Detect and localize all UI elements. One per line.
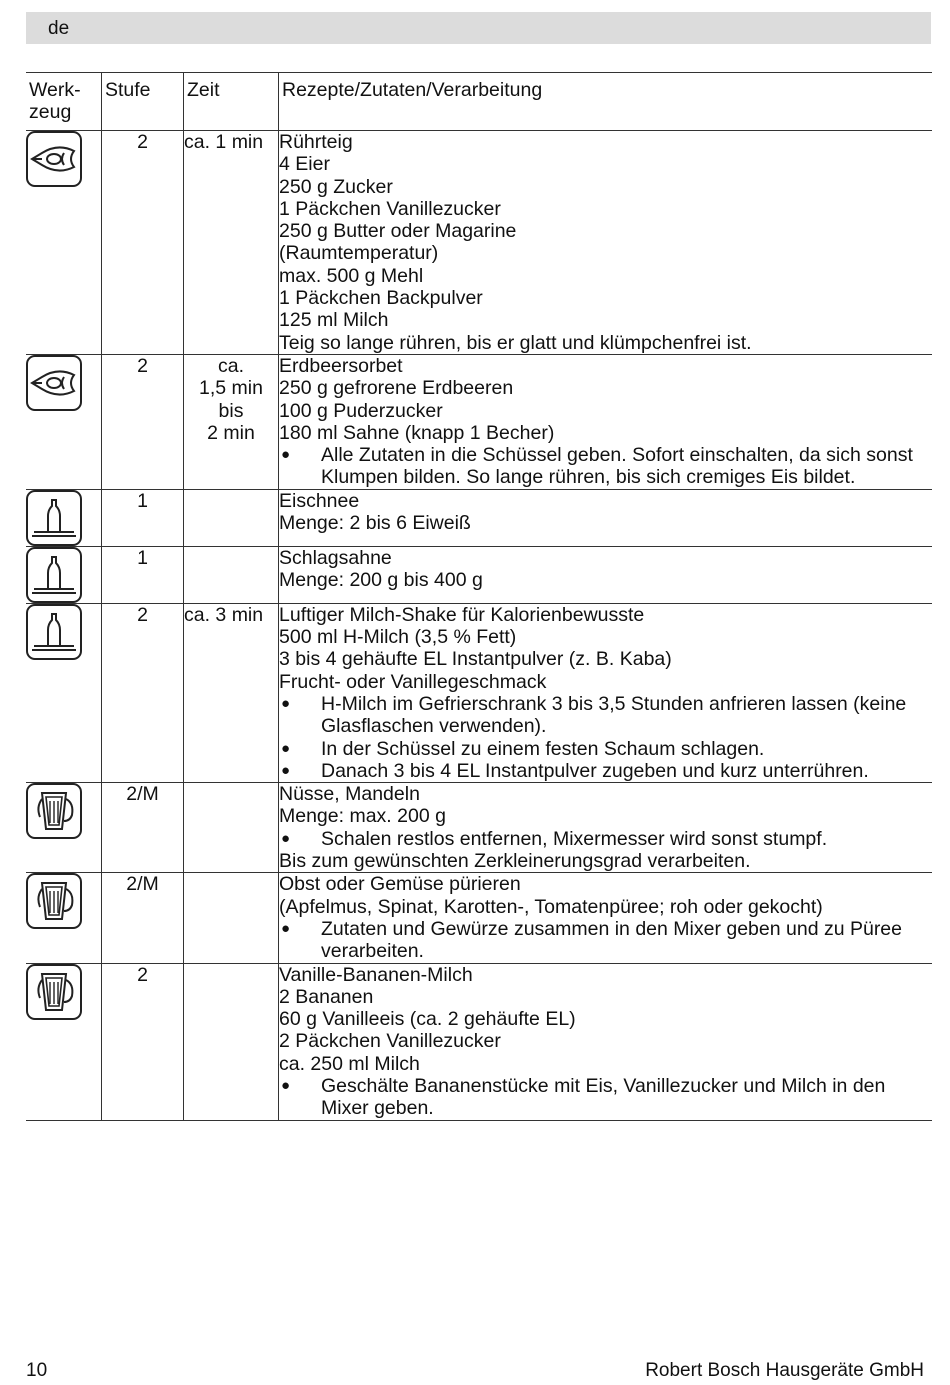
ingredient-line: 2 Bananen — [279, 985, 374, 1008]
header-zeit: Zeit — [184, 73, 279, 131]
recipe-title: Nüsse, Mandeln — [279, 783, 420, 806]
zeit-cell — [184, 963, 279, 1120]
tool-cell — [26, 783, 102, 873]
instruction-bullet: ● Schalen restlos entfernen, Mixermesser wird sonst stumpf. — [279, 828, 932, 850]
bottle-beater-icon — [26, 490, 82, 546]
table-row — [26, 783, 932, 873]
recipe-title: Vanille-Bananen-Milch — [279, 963, 473, 986]
zeit-cell — [184, 873, 279, 963]
zeit-cell — [184, 603, 279, 782]
ingredient-line: Menge: max. 200 g — [279, 805, 446, 828]
language-label: de — [48, 18, 70, 39]
ingredient-line: 250 g Zucker — [279, 175, 393, 198]
instruction-bullet: ● Geschälte Bananenstücke mit Eis, Vanillezucker und Milch in den Mixer geben. — [279, 1075, 932, 1120]
tool-cell — [26, 873, 102, 963]
header-tool — [26, 73, 102, 131]
bottle-beater-icon — [26, 547, 82, 603]
table-row — [26, 603, 932, 782]
recipe-cell — [279, 546, 933, 603]
ingredient-line: (Raumtemperatur) — [279, 242, 439, 265]
instruction-line: Bis zum gewünschten Zerkleinerungsgrad verarbeiten. — [279, 850, 751, 873]
zeit-cell — [184, 354, 279, 489]
table-row — [26, 546, 932, 603]
table-header-row — [26, 73, 932, 131]
ingredient-line: ca. 250 ml Milch — [279, 1052, 420, 1075]
stufe-cell: 2 — [102, 603, 184, 782]
blender-icon — [26, 783, 82, 839]
recipe-title: Obst oder Gemüse pürieren — [279, 873, 521, 896]
ingredient-line: (Apfelmus, Spinat, Karotten-, Tomatenpüree; roh oder gekocht) — [279, 895, 823, 918]
instruction-bullet: ● Zutaten und Gewürze zusammen in den Mixer geben und zu Püree verarbeiten. — [279, 918, 932, 963]
tool-cell — [26, 546, 102, 603]
stufe-cell: 1 — [102, 489, 184, 546]
recipe-cell — [279, 873, 933, 963]
instruction-bullet: ● Alle Zutaten in die Schüssel geben. Sofort einschalten, da sich sonst Klumpen bilden. So lange rühren, bis sich cremiges Eis bildet. — [279, 444, 932, 489]
bottle-beater-icon — [26, 604, 82, 660]
table-row — [26, 963, 932, 1120]
zeit-value: ca. 1 min — [184, 131, 264, 153]
table-row — [26, 489, 932, 546]
recipe-title: Rührteig — [279, 131, 353, 153]
header-stufe: Stufe — [102, 73, 184, 131]
header-rezepte: Rezepte/Zutaten/Verarbeitung — [279, 73, 933, 131]
ingredient-line: 1 Päckchen Backpulver — [279, 287, 483, 310]
company-name: Robert Bosch Hausgeräte GmbH — [645, 1360, 924, 1381]
zeit-cell — [184, 546, 279, 603]
tool-cell — [26, 489, 102, 546]
stufe-cell: 2/M — [102, 873, 184, 963]
recipe-cell — [279, 603, 933, 782]
stufe-cell: 2 — [102, 131, 184, 355]
recipe-cell — [279, 354, 933, 489]
blender-icon — [26, 873, 82, 929]
language-bar — [26, 12, 931, 44]
zeit-value: ca. 3 min — [184, 603, 264, 626]
ingredient-line: Menge: 2 bis 6 Eiweiß — [279, 512, 471, 535]
stufe-cell: 2 — [102, 354, 184, 489]
whisk-icon — [26, 355, 82, 411]
zeit-cell — [184, 489, 279, 546]
recipe-title: Luftiger Milch-Shake für Kalorienbewusste — [279, 603, 645, 626]
ingredient-line: Frucht- oder Vanillegeschmack — [279, 670, 547, 693]
blender-icon — [26, 964, 82, 1020]
table-row — [26, 873, 932, 963]
tool-cell — [26, 354, 102, 489]
ingredient-line: 4 Eier — [279, 153, 330, 176]
recipe-cell — [279, 783, 933, 873]
zeit-cell — [184, 131, 279, 355]
ingredient-line: 60 g Vanilleeis (ca. 2 gehäufte EL) — [279, 1008, 576, 1031]
ingredient-line: max. 500 g Mehl — [279, 264, 424, 287]
instruction-bullet: ● H-Milch im Gefrierschrank 3 bis 3,5 Stunden anfrieren lassen (keine Glasflaschen verwenden). — [279, 693, 932, 738]
recipe-title: Eischnee — [279, 489, 360, 512]
ingredient-line: 500 ml H-Milch (3,5 % Fett) — [279, 626, 517, 649]
ingredient-line: 250 g gefrorene Erdbeeren — [279, 377, 514, 400]
page-number: 10 — [26, 1360, 48, 1381]
recipe-cell — [279, 131, 933, 355]
recipe-table — [26, 72, 932, 1121]
tool-cell — [26, 131, 102, 355]
stufe-cell: 1 — [102, 546, 184, 603]
recipe-title: Erdbeersorbet — [279, 354, 403, 377]
table-row — [26, 354, 932, 489]
ingredient-line: Menge: 200 g bis 400 g — [279, 569, 483, 592]
ingredient-line: Teig so lange rühren, bis er glatt und klümpchenfrei ist. — [279, 331, 752, 354]
zeit-cell — [184, 783, 279, 873]
tool-cell — [26, 603, 102, 782]
ingredient-line: 3 bis 4 gehäufte EL Instantpulver (z. B. Kaba) — [279, 648, 672, 671]
ingredient-line: 125 ml Milch — [279, 309, 389, 332]
stufe-cell: 2/M — [102, 783, 184, 873]
instruction-bullet: ● Danach 3 bis 4 EL Instantpulver zugeben und kurz unterrühren. — [279, 760, 932, 782]
ingredient-line: 1 Päckchen Vanillezucker — [279, 197, 501, 220]
header-tool-label: Werk- zeug — [29, 79, 81, 124]
ingredient-line: 250 g Butter oder Magarine — [279, 220, 517, 243]
table-row — [26, 131, 932, 355]
ingredient-line: 2 Päckchen Vanillezucker — [279, 1030, 501, 1053]
stufe-cell: 2 — [102, 963, 184, 1120]
recipe-cell — [279, 963, 933, 1120]
ingredient-line: 180 ml Sahne (knapp 1 Becher) — [279, 421, 555, 444]
instruction-bullet: ● In der Schüssel zu einem festen Schaum schlagen. — [279, 738, 932, 760]
tool-cell — [26, 963, 102, 1120]
recipe-cell — [279, 489, 933, 546]
ingredient-line: 100 g Puderzucker — [279, 399, 443, 422]
recipe-title: Schlagsahne — [279, 546, 392, 569]
zeit-value: ca. 1,5 min bis 2 min — [199, 354, 263, 444]
whisk-icon — [26, 131, 82, 187]
